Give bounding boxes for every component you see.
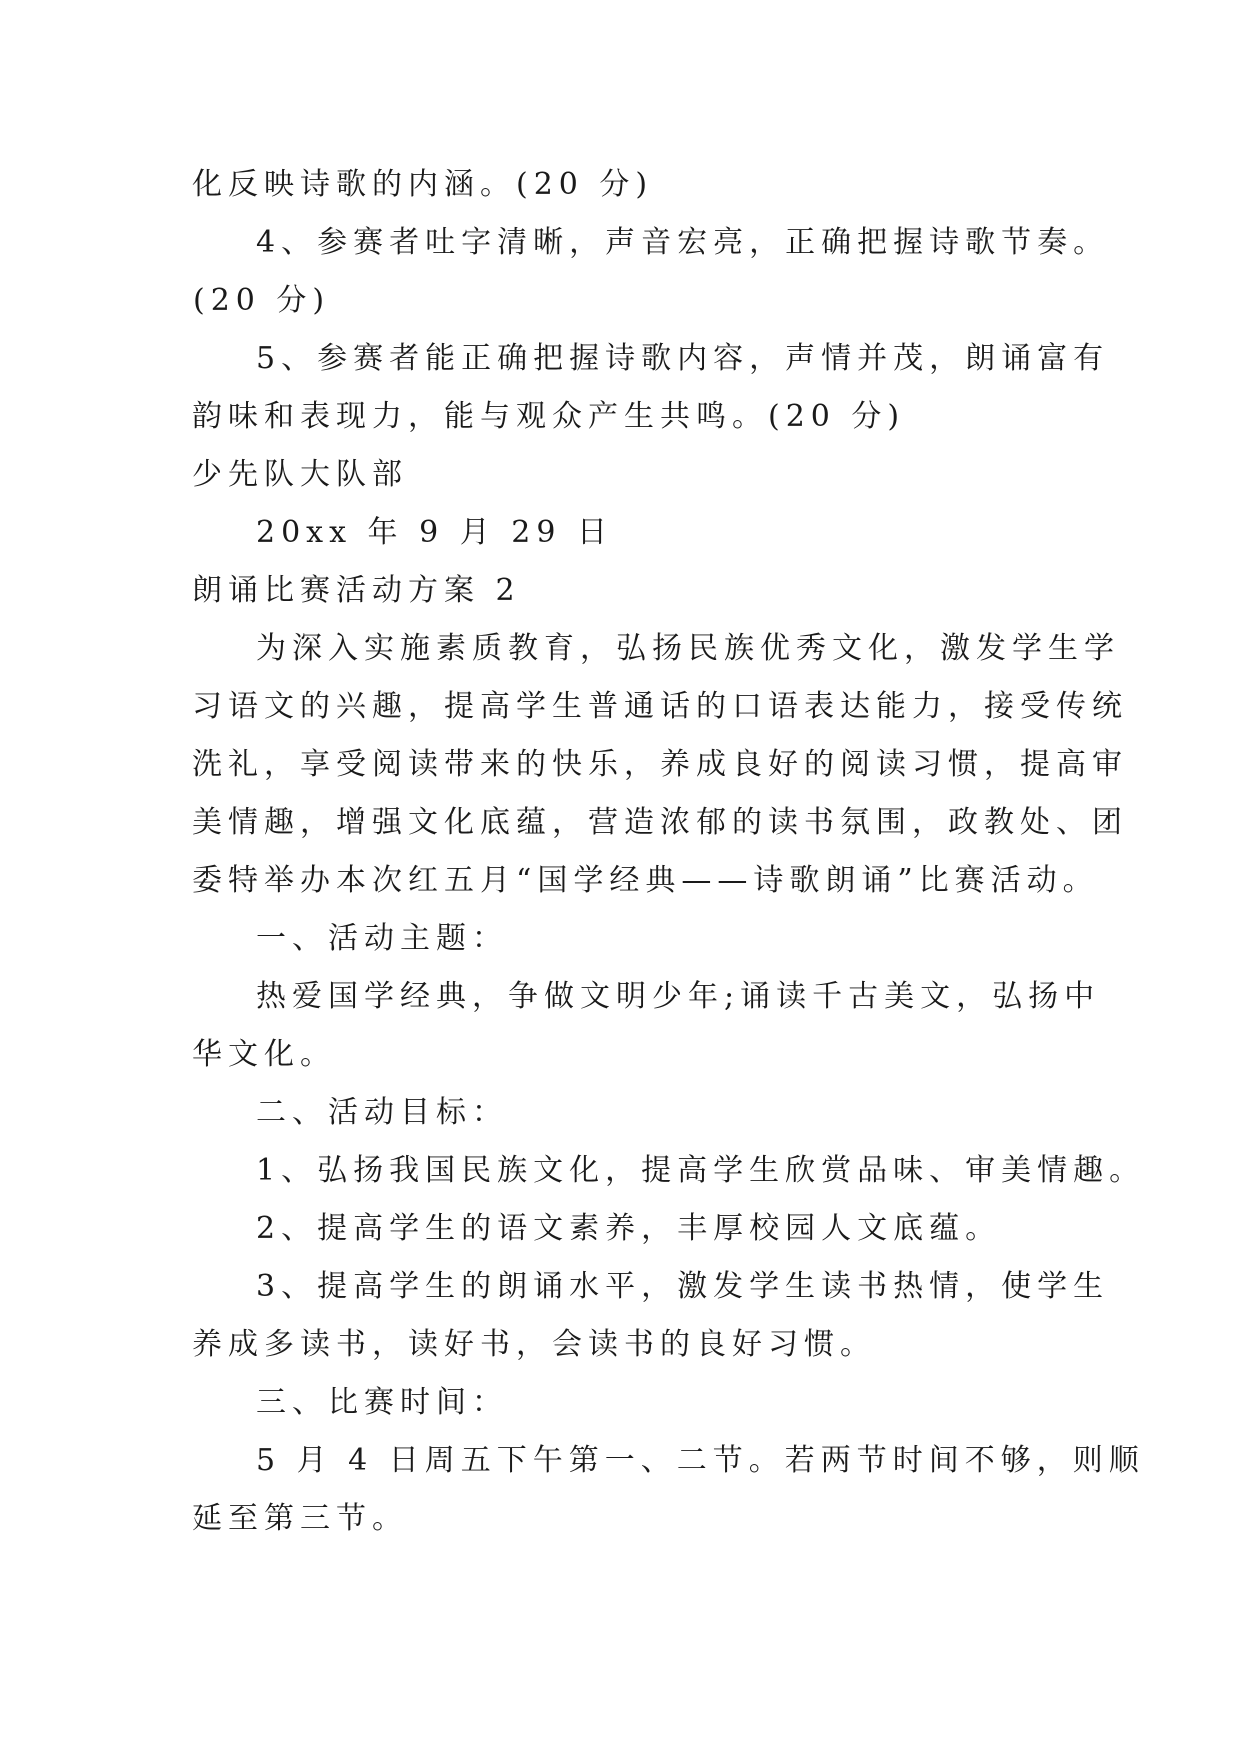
text-line: 美情趣，增强文化底蕴，营造浓郁的读书氛围，政教处、团 <box>192 805 1128 840</box>
text-line: 热爱国学经典，争做文明少年;诵读千古美文，弘扬中 <box>256 979 1101 1014</box>
text-line: 1、弘扬我国民族文化，提高学生欣赏品味、审美情趣。 <box>256 1153 1146 1188</box>
text-line: 洗礼，享受阅读带来的快乐，养成良好的阅读习惯，提高审 <box>192 747 1128 782</box>
text-line: 5 月 4 日周五下午第一、二节。若两节时间不够，则顺 <box>256 1443 1145 1478</box>
text-line: 习语文的兴趣，提高学生普通话的口语表达能力，接受传统 <box>192 689 1128 724</box>
signature-date: 20xx 年 9 月 29 日 <box>256 515 613 550</box>
text-line: 5、参赛者能正确把握诗歌内容，声情并茂，朗诵富有 <box>256 341 1110 376</box>
text-line: 为深入实施素质教育，弘扬民族优秀文化，激发学生学 <box>256 631 1120 666</box>
text-line: (20 分) <box>193 283 331 318</box>
text-line: 2、提高学生的语文素养，丰厚校园人文底蕴。 <box>256 1211 1002 1246</box>
text-line: 4、参赛者吐字清晰，声音宏亮，正确把握诗歌节奏。 <box>256 225 1110 260</box>
text-line: 华文化。 <box>192 1037 336 1072</box>
text-line: 委特举办本次红五月“国学经典——诗歌朗诵”比赛活动。 <box>192 863 1099 898</box>
text-line: 延至第三节。 <box>192 1501 408 1536</box>
text-line: 化反映诗歌的内涵。(20 分) <box>192 167 654 202</box>
text-line: 韵味和表现力，能与观众产生共鸣。(20 分) <box>192 399 906 434</box>
text-line: 养成多读书，读好书，会读书的良好习惯。 <box>192 1327 876 1362</box>
section-heading: 一、活动主题： <box>256 921 508 956</box>
section-title: 朗诵比赛活动方案 2 <box>192 573 521 608</box>
signature-org: 少先队大队部 <box>192 457 408 492</box>
section-heading: 二、活动目标： <box>256 1095 508 1130</box>
section-heading: 三、比赛时间： <box>256 1385 508 1420</box>
text-line: 3、提高学生的朗诵水平，激发学生读书热情，使学生 <box>256 1269 1110 1304</box>
